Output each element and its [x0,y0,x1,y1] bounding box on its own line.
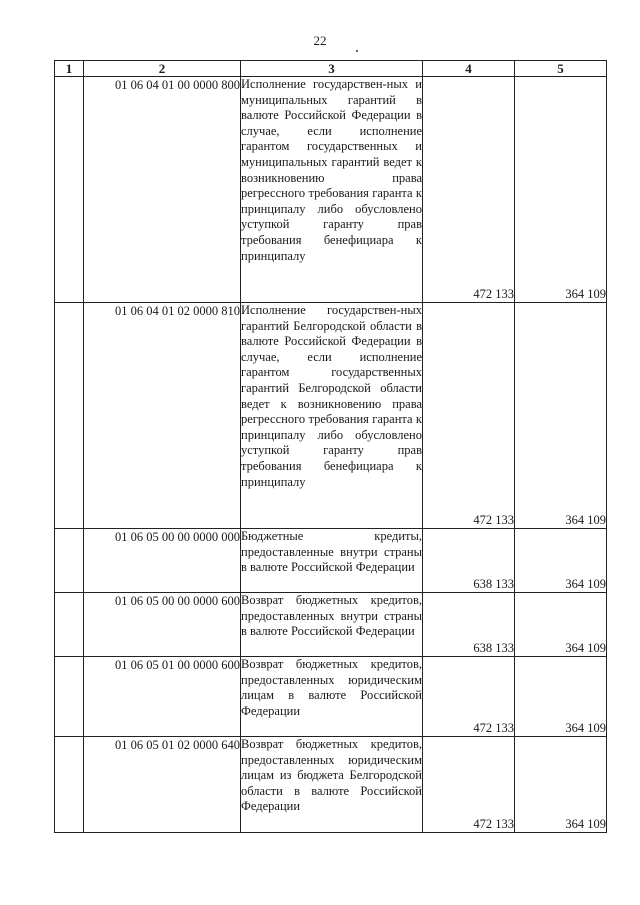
value-col-5-cell: 364 109 [515,593,607,657]
value-col-4-cell: 472 133 [423,303,515,529]
scan-mark [356,50,358,52]
table-row [55,657,607,737]
budget-code-cell: 01 06 05 00 00 0000 000 [84,529,241,593]
table-row [55,593,607,657]
value-col-4-cell: 638 133 [423,529,515,593]
header-col-2: 2 [84,61,241,77]
header-col-3: 3 [241,61,423,77]
table-row [55,737,607,833]
description-cell: Возврат бюджетных кредитов, предоставленных юридическим лицам в валюте Российской Федерации [241,657,423,737]
value-col-5-cell: 364 109 [515,737,607,833]
budget-table [54,60,607,833]
row-blank-cell [55,77,84,303]
value-col-4-cell: 472 133 [423,657,515,737]
value-col-4-cell: 638 133 [423,593,515,657]
value-col-5-cell: 364 109 [515,529,607,593]
value-col-5-cell: 364 109 [515,657,607,737]
header-col-1: 1 [55,61,84,77]
description-cell: Исполнение государствен-ных и муниципальных гарантий в валюте Российской Федерации в случае, если исполнение гарантом государственных и муниципальных гарантий ведет к возникновению права регрессного требования гаранта к принципалу либо обусловлено уступкой гаранту прав требования бенефициара к принципалу [241,77,423,303]
table-row [55,529,607,593]
value-col-5-cell: 364 109 [515,303,607,529]
row-blank-cell [55,737,84,833]
row-blank-cell [55,657,84,737]
page-number: 22 [313,33,327,48]
table-row [55,77,607,303]
budget-code-cell: 01 06 04 01 02 0000 810 [84,303,241,529]
header-col-5: 5 [515,61,607,77]
description-cell: Исполнение государствен-ных гарантий Белгородской области в валюте Российской Федерации в случае, если исполнение гарантом государственных гарантий Белгородской области ведет к возникновению права регрессного требования гаранта к принципалу либо обусловлено уступкой гаранту прав требования бенефициара к принципалу [241,303,423,529]
value-col-5-cell: 364 109 [515,77,607,303]
budget-code-cell: 01 06 04 01 00 0000 800 [84,77,241,303]
budget-code-cell: 01 06 05 01 02 0000 640 [84,737,241,833]
description-cell: Возврат бюджетных кредитов, предоставленных внутри страны в валюте Российской Федерации [241,593,423,657]
row-blank-cell [55,529,84,593]
description-cell: Бюджетные кредиты, предоставленные внутри страны в валюте Российской Федерации [241,529,423,593]
value-col-4-cell: 472 133 [423,77,515,303]
header-col-4: 4 [423,61,515,77]
table-row [55,303,607,529]
budget-code-cell: 01 06 05 01 00 0000 600 [84,657,241,737]
value-col-4-cell: 472 133 [423,737,515,833]
row-blank-cell [55,593,84,657]
budget-code-cell: 01 06 05 00 00 0000 600 [84,593,241,657]
table-header-row [55,61,607,77]
description-cell: Возврат бюджетных кредитов, предоставленных юридическим лицам из бюджета Белгородской области в валюте Российской Федерации [241,737,423,833]
row-blank-cell [55,303,84,529]
